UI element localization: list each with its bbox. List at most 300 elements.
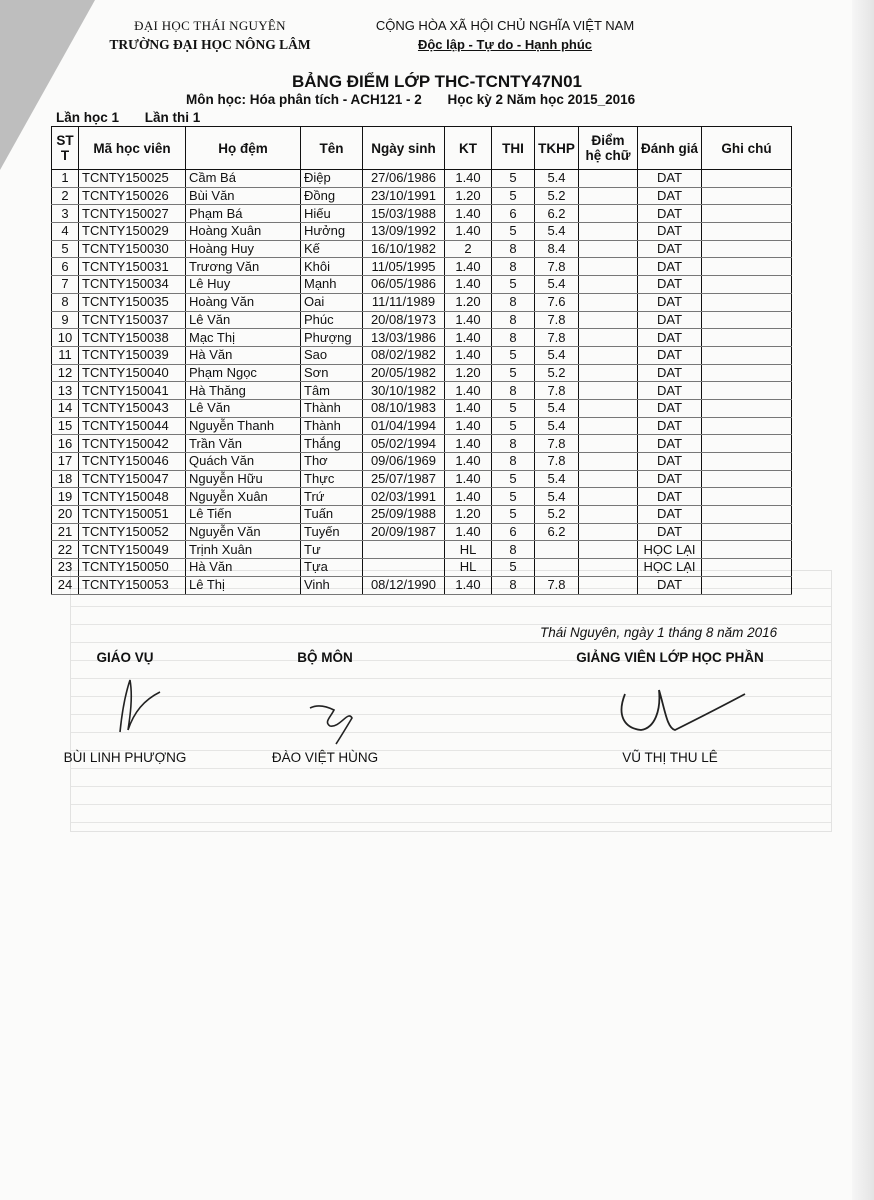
cell-name: Phượng	[301, 329, 363, 347]
cell-kt: 1.40	[445, 576, 492, 594]
cell-surname: Phạm Bá	[186, 205, 301, 223]
cell-tkhp: 7.8	[535, 576, 579, 594]
cell-stt: 19	[52, 488, 79, 506]
table-row	[52, 276, 792, 294]
cell-thi: 5	[492, 223, 535, 241]
cell-thi: 8	[492, 293, 535, 311]
cell-student-id: TCNTY150042	[79, 435, 186, 453]
cell-tkhp: 7.8	[535, 382, 579, 400]
cell-letter-grade	[579, 346, 638, 364]
cell-evaluation: DAT	[638, 258, 702, 276]
col-dob: Ngày sinh	[363, 127, 445, 170]
cell-kt: 1.40	[445, 223, 492, 241]
table-row	[52, 205, 792, 223]
cell-kt: 1.40	[445, 453, 492, 471]
cell-tkhp: 7.6	[535, 293, 579, 311]
cell-tkhp: 7.8	[535, 329, 579, 347]
cell-tkhp: 5.4	[535, 470, 579, 488]
cell-stt: 20	[52, 506, 79, 524]
table-row	[52, 435, 792, 453]
cell-surname: Lê Tiến	[186, 506, 301, 524]
cell-kt: 1.40	[445, 488, 492, 506]
cell-name: Thành	[301, 399, 363, 417]
cell-kt: 1.40	[445, 382, 492, 400]
cell-notes	[702, 435, 792, 453]
subject-line: Môn học: Hóa phân tích - ACH121 - 2	[186, 92, 422, 107]
table-row	[52, 187, 792, 205]
cell-student-id: TCNTY150027	[79, 205, 186, 223]
cell-notes	[702, 329, 792, 347]
cell-student-id: TCNTY150044	[79, 417, 186, 435]
session-info	[56, 110, 222, 125]
cell-dob: 11/05/1995	[363, 258, 445, 276]
cell-thi: 5	[492, 187, 535, 205]
cell-stt: 16	[52, 435, 79, 453]
cell-evaluation: DAT	[638, 453, 702, 471]
cell-notes	[702, 559, 792, 577]
signature-date: Thái Nguyên, ngày 1 tháng 8 năm 2016	[540, 625, 778, 640]
cell-stt: 17	[52, 453, 79, 471]
cell-stt: 5	[52, 240, 79, 258]
cell-tkhp: 5.4	[535, 399, 579, 417]
cell-kt: 1.20	[445, 187, 492, 205]
cell-evaluation: DAT	[638, 170, 702, 188]
cell-notes	[702, 364, 792, 382]
cell-letter-grade	[579, 240, 638, 258]
national-motto: Độc lập - Tự do - Hạnh phúc	[417, 37, 593, 52]
table-row	[52, 541, 792, 559]
cell-evaluation: DAT	[638, 311, 702, 329]
table-row	[52, 576, 792, 594]
study-attempt: Lần học 1	[56, 110, 120, 125]
cell-thi: 5	[492, 488, 535, 506]
cell-kt: HL	[445, 541, 492, 559]
cell-dob: 06/05/1986	[363, 276, 445, 294]
table-header-row	[52, 127, 792, 170]
cell-letter-grade	[579, 559, 638, 577]
cell-surname: Nguyễn Thanh	[186, 417, 301, 435]
cell-tkhp: 5.4	[535, 170, 579, 188]
cell-student-id: TCNTY150046	[79, 453, 186, 471]
cell-student-id: TCNTY150041	[79, 382, 186, 400]
grade-table-body	[52, 170, 792, 595]
col-evaluation: Đánh giá	[638, 127, 702, 170]
cell-letter-grade	[579, 382, 638, 400]
cell-evaluation: HỌC LẠI	[638, 541, 702, 559]
cell-letter-grade	[579, 417, 638, 435]
cell-student-id: TCNTY150051	[79, 506, 186, 524]
table-row	[52, 417, 792, 435]
col-student-id: Mã học viên	[79, 127, 186, 170]
cell-name: Vinh	[301, 576, 363, 594]
cell-stt: 2	[52, 187, 79, 205]
cell-kt: 2	[445, 240, 492, 258]
cell-surname: Nguyễn Xuân	[186, 488, 301, 506]
page-edge	[852, 0, 874, 1200]
cell-surname: Nguyễn Văn	[186, 523, 301, 541]
cell-kt: 1.40	[445, 205, 492, 223]
cell-dob: 11/11/1989	[363, 293, 445, 311]
col-stt: ST T	[52, 127, 79, 170]
cell-notes	[702, 382, 792, 400]
university-name: ĐẠI HỌC THÁI NGUYÊN	[134, 18, 286, 33]
country-name: CỘNG HÒA XÃ HỘI CHỦ NGHĨA VIỆT NAM	[375, 18, 635, 33]
cell-thi: 8	[492, 541, 535, 559]
cell-tkhp: 5.2	[535, 187, 579, 205]
course-info	[186, 92, 686, 107]
cell-tkhp: 7.8	[535, 311, 579, 329]
cell-letter-grade	[579, 364, 638, 382]
cell-tkhp: 5.4	[535, 417, 579, 435]
cell-notes	[702, 187, 792, 205]
cell-letter-grade	[579, 293, 638, 311]
cell-student-id: TCNTY150040	[79, 364, 186, 382]
cell-evaluation: DAT	[638, 364, 702, 382]
cell-student-id: TCNTY150031	[79, 258, 186, 276]
cell-tkhp: 5.2	[535, 364, 579, 382]
cell-thi: 5	[492, 417, 535, 435]
cell-name: Tư	[301, 541, 363, 559]
cell-kt: 1.40	[445, 258, 492, 276]
cell-student-id: TCNTY150030	[79, 240, 186, 258]
table-row	[52, 240, 792, 258]
cell-thi: 8	[492, 435, 535, 453]
cell-thi: 5	[492, 559, 535, 577]
table-row	[52, 293, 792, 311]
signature-block-giang-vien	[565, 650, 775, 770]
cell-name: Trứ	[301, 488, 363, 506]
cell-surname: Hoàng Văn	[186, 293, 301, 311]
cell-thi: 5	[492, 364, 535, 382]
cell-notes	[702, 258, 792, 276]
cell-thi: 5	[492, 506, 535, 524]
cell-surname: Lê Thị	[186, 576, 301, 594]
cell-thi: 6	[492, 523, 535, 541]
cell-thi: 8	[492, 240, 535, 258]
cell-notes	[702, 453, 792, 471]
cell-dob: 15/03/1988	[363, 205, 445, 223]
cell-evaluation: DAT	[638, 346, 702, 364]
cell-letter-grade	[579, 541, 638, 559]
cell-name: Phúc	[301, 311, 363, 329]
cell-stt: 3	[52, 205, 79, 223]
cell-dob: 08/10/1983	[363, 399, 445, 417]
cell-student-id: TCNTY150037	[79, 311, 186, 329]
cell-name: Oai	[301, 293, 363, 311]
cell-stt: 21	[52, 523, 79, 541]
cell-evaluation: DAT	[638, 576, 702, 594]
cell-tkhp: 7.8	[535, 258, 579, 276]
table-row	[52, 488, 792, 506]
cell-letter-grade	[579, 311, 638, 329]
cell-name: Thắng	[301, 435, 363, 453]
cell-name: Kế	[301, 240, 363, 258]
cell-letter-grade	[579, 523, 638, 541]
signer-name: ĐÀO VIỆT HÙNG	[271, 750, 379, 765]
cell-surname: Hà Văn	[186, 559, 301, 577]
cell-notes	[702, 170, 792, 188]
cell-evaluation: DAT	[638, 205, 702, 223]
cell-name: Tựa	[301, 559, 363, 577]
cell-kt: 1.40	[445, 276, 492, 294]
cell-name: Tuấn	[301, 506, 363, 524]
cell-tkhp: 5.4	[535, 276, 579, 294]
cell-name: Tuyến	[301, 523, 363, 541]
cell-evaluation: DAT	[638, 506, 702, 524]
cell-thi: 8	[492, 453, 535, 471]
col-kt: KT	[445, 127, 492, 170]
signature-role: GIÁO VỤ	[96, 650, 154, 665]
cell-kt: 1.40	[445, 346, 492, 364]
cell-letter-grade	[579, 187, 638, 205]
cell-student-id: TCNTY150049	[79, 541, 186, 559]
cell-dob: 02/03/1991	[363, 488, 445, 506]
cell-thi: 5	[492, 399, 535, 417]
handwritten-signature	[300, 688, 380, 748]
cell-letter-grade	[579, 276, 638, 294]
cell-evaluation: DAT	[638, 293, 702, 311]
cell-dob	[363, 559, 445, 577]
cell-kt: 1.20	[445, 293, 492, 311]
cell-name: Tâm	[301, 382, 363, 400]
cell-surname: Lê Huy	[186, 276, 301, 294]
cell-letter-grade	[579, 488, 638, 506]
table-row	[52, 399, 792, 417]
cell-thi: 8	[492, 258, 535, 276]
cell-surname: Cầm Bá	[186, 170, 301, 188]
cell-surname: Quách Văn	[186, 453, 301, 471]
table-row	[52, 364, 792, 382]
cell-student-id: TCNTY150034	[79, 276, 186, 294]
signature-block-bo-mon	[255, 650, 395, 770]
table-row	[52, 258, 792, 276]
col-name: Tên	[301, 127, 363, 170]
cell-student-id: TCNTY150053	[79, 576, 186, 594]
col-letter-grade: Điểm hệ chữ	[579, 127, 638, 170]
cell-notes	[702, 470, 792, 488]
cell-name: Điệp	[301, 170, 363, 188]
cell-notes	[702, 399, 792, 417]
cell-stt: 24	[52, 576, 79, 594]
cell-dob: 01/04/1994	[363, 417, 445, 435]
table-row	[52, 170, 792, 188]
cell-student-id: TCNTY150043	[79, 399, 186, 417]
cell-notes	[702, 240, 792, 258]
cell-surname: Phạm Ngọc	[186, 364, 301, 382]
cell-letter-grade	[579, 576, 638, 594]
cell-kt: 1.40	[445, 435, 492, 453]
cell-tkhp: 5.2	[535, 506, 579, 524]
col-surname: Họ đệm	[186, 127, 301, 170]
cell-dob: 13/03/1986	[363, 329, 445, 347]
cell-stt: 9	[52, 311, 79, 329]
cell-notes	[702, 293, 792, 311]
cell-kt: 1.40	[445, 329, 492, 347]
cell-name: Thơ	[301, 453, 363, 471]
cell-kt: 1.40	[445, 170, 492, 188]
cell-stt: 4	[52, 223, 79, 241]
cell-letter-grade	[579, 329, 638, 347]
col-notes: Ghi chú	[702, 127, 792, 170]
cell-thi: 6	[492, 205, 535, 223]
cell-stt: 23	[52, 559, 79, 577]
cell-student-id: TCNTY150052	[79, 523, 186, 541]
cell-evaluation: DAT	[638, 399, 702, 417]
cell-stt: 11	[52, 346, 79, 364]
cell-student-id: TCNTY150039	[79, 346, 186, 364]
cell-notes	[702, 506, 792, 524]
cell-tkhp: 5.4	[535, 488, 579, 506]
cell-dob: 30/10/1982	[363, 382, 445, 400]
cell-student-id: TCNTY150035	[79, 293, 186, 311]
institution-header	[90, 18, 330, 53]
document-title: BẢNG ĐIỂM LỚP THC-TCNTY47N01	[292, 72, 582, 91]
cell-dob: 09/06/1969	[363, 453, 445, 471]
cell-notes	[702, 523, 792, 541]
cell-letter-grade	[579, 258, 638, 276]
cell-surname: Lê Văn	[186, 399, 301, 417]
cell-thi: 5	[492, 276, 535, 294]
cell-letter-grade	[579, 223, 638, 241]
school-name: TRƯỜNG ĐẠI HỌC NÔNG LÂM	[109, 37, 311, 52]
cell-thi: 8	[492, 329, 535, 347]
table-row	[52, 329, 792, 347]
cell-stt: 12	[52, 364, 79, 382]
cell-evaluation: DAT	[638, 435, 702, 453]
cell-tkhp: 7.8	[535, 435, 579, 453]
cell-notes	[702, 205, 792, 223]
cell-dob: 23/10/1991	[363, 187, 445, 205]
cell-thi: 8	[492, 576, 535, 594]
table-row	[52, 559, 792, 577]
cell-student-id: TCNTY150038	[79, 329, 186, 347]
cell-dob	[363, 541, 445, 559]
cell-letter-grade	[579, 435, 638, 453]
cell-evaluation: DAT	[638, 223, 702, 241]
signer-name: VŨ THỊ THU LÊ	[622, 750, 718, 765]
cell-thi: 5	[492, 170, 535, 188]
cell-tkhp: 5.4	[535, 223, 579, 241]
cell-tkhp: 8.4	[535, 240, 579, 258]
cell-notes	[702, 311, 792, 329]
cell-student-id: TCNTY150047	[79, 470, 186, 488]
cell-dob: 25/09/1988	[363, 506, 445, 524]
cell-student-id: TCNTY150026	[79, 187, 186, 205]
cell-thi: 8	[492, 382, 535, 400]
cell-notes	[702, 488, 792, 506]
cell-evaluation: DAT	[638, 382, 702, 400]
cell-stt: 13	[52, 382, 79, 400]
cell-kt: 1.20	[445, 506, 492, 524]
cell-kt: 1.40	[445, 523, 492, 541]
cell-dob: 05/02/1994	[363, 435, 445, 453]
cell-dob: 08/12/1990	[363, 576, 445, 594]
cell-evaluation: DAT	[638, 470, 702, 488]
national-header	[360, 18, 650, 52]
cell-stt: 14	[52, 399, 79, 417]
signer-name: BÙI LINH PHƯỢNG	[63, 750, 187, 765]
table-row	[52, 311, 792, 329]
cell-kt: 1.20	[445, 364, 492, 382]
cell-kt: 1.40	[445, 470, 492, 488]
cell-letter-grade	[579, 506, 638, 524]
cell-evaluation: DAT	[638, 276, 702, 294]
cell-stt: 1	[52, 170, 79, 188]
cell-tkhp: 5.4	[535, 346, 579, 364]
cell-dob: 20/09/1987	[363, 523, 445, 541]
cell-evaluation: DAT	[638, 187, 702, 205]
col-thi: THI	[492, 127, 535, 170]
cell-name: Thành	[301, 417, 363, 435]
cell-surname: Trương Văn	[186, 258, 301, 276]
cell-tkhp: 7.8	[535, 453, 579, 471]
cell-notes	[702, 223, 792, 241]
cell-letter-grade	[579, 453, 638, 471]
cell-name: Thực	[301, 470, 363, 488]
cell-dob: 20/05/1982	[363, 364, 445, 382]
cell-evaluation: DAT	[638, 417, 702, 435]
cell-tkhp	[535, 559, 579, 577]
cell-stt: 15	[52, 417, 79, 435]
cell-kt: 1.40	[445, 311, 492, 329]
cell-name: Khôi	[301, 258, 363, 276]
cell-surname: Nguyễn Hữu	[186, 470, 301, 488]
cell-evaluation: DAT	[638, 488, 702, 506]
cell-notes	[702, 417, 792, 435]
cell-evaluation: HỌC LẠI	[638, 559, 702, 577]
cell-name: Đồng	[301, 187, 363, 205]
cell-kt: 1.40	[445, 399, 492, 417]
cell-student-id: TCNTY150025	[79, 170, 186, 188]
cell-dob: 13/09/1992	[363, 223, 445, 241]
cell-tkhp: 6.2	[535, 523, 579, 541]
grade-table	[51, 126, 792, 595]
cell-thi: 8	[492, 311, 535, 329]
cell-student-id: TCNTY150029	[79, 223, 186, 241]
cell-letter-grade	[579, 170, 638, 188]
table-row	[52, 523, 792, 541]
table-row	[52, 506, 792, 524]
cell-notes	[702, 576, 792, 594]
handwritten-signature	[100, 672, 180, 742]
cell-dob: 20/08/1973	[363, 311, 445, 329]
cell-letter-grade	[579, 470, 638, 488]
cell-evaluation: DAT	[638, 523, 702, 541]
cell-tkhp	[535, 541, 579, 559]
cell-thi: 5	[492, 470, 535, 488]
cell-letter-grade	[579, 205, 638, 223]
cell-letter-grade	[579, 399, 638, 417]
cell-kt: 1.40	[445, 417, 492, 435]
cell-dob: 27/06/1986	[363, 170, 445, 188]
table-row	[52, 470, 792, 488]
cell-stt: 22	[52, 541, 79, 559]
cell-dob: 08/02/1982	[363, 346, 445, 364]
signature-block-giao-vu	[60, 650, 190, 770]
cell-stt: 7	[52, 276, 79, 294]
cell-evaluation: DAT	[638, 329, 702, 347]
cell-thi: 5	[492, 346, 535, 364]
cell-notes	[702, 346, 792, 364]
cell-surname: Hà Thăng	[186, 382, 301, 400]
cell-name: Sơn	[301, 364, 363, 382]
cell-dob: 16/10/1982	[363, 240, 445, 258]
table-row	[52, 223, 792, 241]
table-row	[52, 346, 792, 364]
cell-kt: HL	[445, 559, 492, 577]
cell-surname: Mạc Thị	[186, 329, 301, 347]
cell-name: Hưởng	[301, 223, 363, 241]
